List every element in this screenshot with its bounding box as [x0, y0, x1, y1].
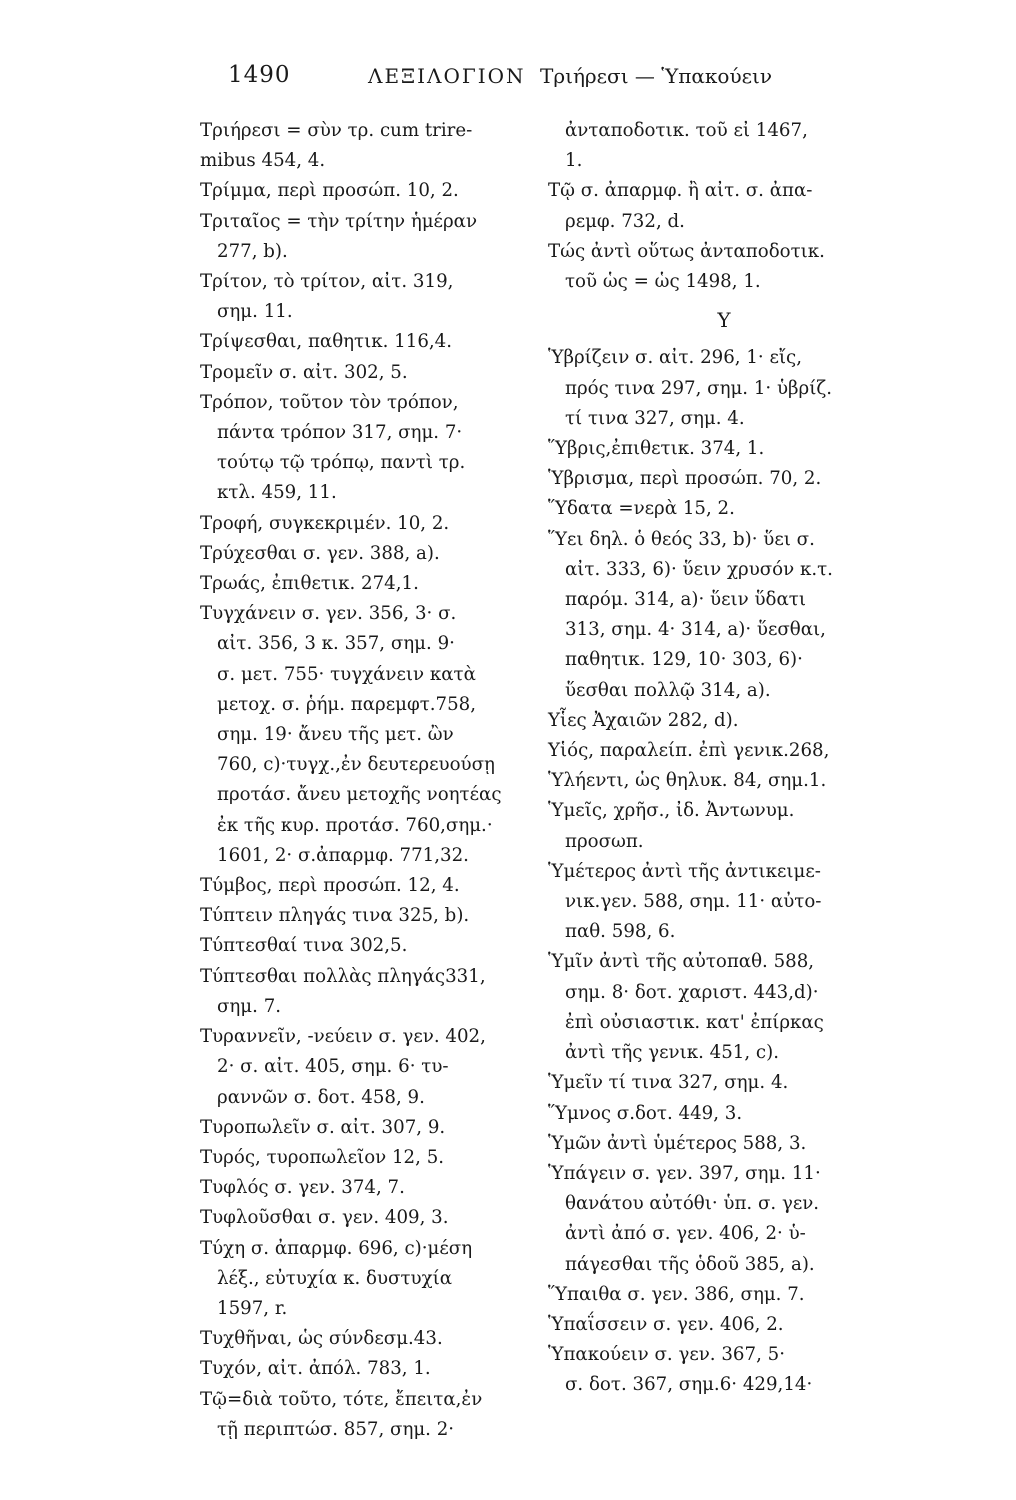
entry-line: Ὑβρίζειν σ. αἰτ. 296, 1· εἴς,: [548, 347, 803, 369]
entry-line: Ὑμεῖς, χρῆσ., ἰδ. Ἀντωνυμ.: [548, 800, 795, 822]
entry-line: Υἱός, παραλείπ. ἐπὶ γενικ.268,: [548, 740, 830, 762]
entry-line: mibus 454, 4.: [200, 150, 326, 172]
entry-line: τί τινα 327, σημ. 4.: [565, 407, 745, 429]
entry-line: Τύπτειν πληγάς τινα 325, b).: [200, 905, 470, 927]
entry-line: Τώς ἀντὶ οὕτως ἀνταποδοτικ.: [548, 240, 825, 262]
running-head: Τριήρεσι — Ὑπακούειν: [540, 64, 772, 88]
entry-line: Τυφλοῦσθαι σ. γεν. 409, 3.: [200, 1207, 449, 1229]
left-column: [200, 116, 545, 1445]
entry-line: Τρομεῖν σ. αἰτ. 302, 5.: [200, 361, 408, 383]
entry-line: παθ. 598, 6.: [565, 921, 676, 943]
entry-line: Τρόπον, τοῦτον τὸν τρόπον,: [200, 391, 459, 413]
entry-line: προτάσ. ἄνευ μετοχῆς νοητέας: [217, 784, 502, 806]
entry-line: πάγεσθαι τῆς ὁδοῦ 385, a).: [565, 1253, 815, 1275]
entry-line: Τρωάς, ἐπιθετικ. 274,1.: [200, 573, 419, 595]
entry-line: σημ. 11.: [217, 301, 293, 323]
entry-line: λέξ., εὐτυχία κ. δυστυχία: [217, 1267, 453, 1289]
entry-line: Ὑμῖν ἀντὶ τῆς αὐτοπαθ. 588,: [548, 951, 815, 973]
entry-line: Τυχθῆναι, ὡς σύνδεσμ.43.: [200, 1328, 443, 1350]
entry-line: Τῷ=διὰ τοῦτο, τότε, ἔπειτα,ἐν: [200, 1388, 483, 1410]
entry-line: Τριήρεσι = σὺν τρ. cum trire-: [200, 120, 473, 141]
entry-line: σημ. 8· δοτ. χαριστ. 443,d)·: [565, 981, 819, 1003]
right-column: [548, 116, 900, 1401]
section-letter-heading: Υ: [717, 308, 731, 333]
entry-line: Τύπτεσθαι πολλὰς πληγάς331,: [200, 965, 486, 987]
entry-line: Τυροπωλεῖν σ. αἰτ. 307, 9.: [200, 1116, 446, 1138]
entry-line: πρός τινα 297, σημ. 1· ὑβρίζ.: [565, 377, 833, 399]
lexicon-title: ΛΕΞΙΛΟΓΙΟΝ: [368, 64, 526, 88]
entry-line: αἰτ. 356, 3 κ. 357, σημ. 9·: [217, 633, 455, 655]
entry-line: παρόμ. 314, a)· ὕειν ὕδατι: [565, 589, 806, 611]
entry-line: Ὑπαΐσσειν σ. γεν. 406, 2.: [548, 1313, 784, 1335]
entry-line: παθητικ. 129, 10· 303, 6)·: [565, 649, 803, 671]
entry-line: Ὑπακούειν σ. γεν. 367, 5·: [548, 1344, 785, 1366]
entry-line: κτλ. 459, 11.: [217, 482, 337, 504]
entry-line: Τυγχάνειν σ. γεν. 356, 3· σ.: [200, 603, 457, 625]
entry-line: τούτῳ τῷ τρόπῳ, παντὶ τρ.: [217, 452, 466, 474]
entry-line: ὕεσθαι πολλῷ 314, a).: [565, 679, 771, 701]
entry-line: σ. μετ. 755· τυγχάνειν κατὰ: [217, 663, 476, 685]
entry-line: Τρίψεσθαι, παθητικ. 116,4.: [200, 331, 453, 353]
entry-line: προσωπ.: [565, 830, 644, 852]
entry-line: 2· σ. αἰτ. 405, σημ. 6· τυ-: [217, 1056, 449, 1078]
entry-line: 1597, r.: [217, 1297, 288, 1319]
entry-line: σ. δοτ. 367, σημ.6· 429,14·: [565, 1374, 813, 1396]
entry-line: ἀντὶ τῆς γενικ. 451, c).: [565, 1042, 779, 1064]
entry-line: αἰτ. 333, 6)· ὕειν χρυσόν κ.τ.: [565, 558, 833, 580]
entry-line: Τύμβος, περὶ προσώπ. 12, 4.: [200, 875, 460, 897]
entry-line: Ὑπάγειν σ. γεν. 397, σημ. 11·: [548, 1162, 821, 1184]
entry-line: ἐπὶ οὐσιαστικ. κατ' ἐπίρκας: [565, 1011, 824, 1033]
entry-line: θανάτου αὐτόθι· ὑπ. σ. γεν.: [565, 1193, 820, 1215]
entry-line: τοῦ ὡς = ὡς 1498, 1.: [565, 271, 761, 293]
entry-line: Τυχόν, αἰτ. ἀπόλ. 783, 1.: [200, 1358, 431, 1380]
entry-line: ἀνταποδοτικ. τοῦ εἰ 1467,: [565, 120, 808, 141]
entry-line: 313, σημ. 4· 314, a)· ὕεσθαι,: [565, 619, 826, 641]
entry-line: ἀντὶ ἀπό σ. γεν. 406, 2· ὑ-: [565, 1223, 806, 1245]
entry-line: Τύχη σ. ἀπαρμφ. 696, c)·μέση: [200, 1237, 473, 1259]
entry-line: Τῷ σ. ἀπαρμφ. ἢ αἰτ. σ. ἀπα-: [548, 180, 813, 202]
entry-line: σημ. 7.: [217, 995, 282, 1017]
page-number: 1490: [228, 62, 291, 88]
entry-line: ραννῶν σ. δοτ. 458, 9.: [217, 1086, 425, 1108]
entry-line: Ὕει δηλ. ὁ θεός 33, b)· ὕει σ.: [548, 528, 815, 550]
entry-line: Τυρός, τυροπωλεῖον 12, 5.: [200, 1146, 445, 1168]
right-column-entries: [548, 343, 900, 1400]
entry-line: τῇ περιπτώσ. 857, σημ. 2·: [217, 1418, 455, 1440]
entry-line: Τρίτον, τὸ τρίτον, αἰτ. 319,: [200, 271, 454, 293]
entry-line: 1601, 2· σ.ἀπαρμφ. 771,32.: [217, 844, 469, 866]
entry-line: πάντα τρόπον 317, σημ. 7·: [217, 422, 463, 444]
entry-line: Τροφή, συγκεκριμέν. 10, 2.: [200, 512, 450, 534]
entry-line: 1.: [565, 150, 583, 172]
entry-line: Τυραννεῖν, -νεύειν σ. γεν. 402,: [200, 1026, 486, 1048]
entry-line: σημ. 19· ἄνευ τῆς μετ. ὢν: [217, 724, 454, 746]
entry-line: Τυφλός σ. γεν. 374, 7.: [200, 1177, 405, 1199]
entry-line: Ὑμεῖν τί τινα 327, σημ. 4.: [548, 1072, 789, 1094]
entry-line: Ὕβρις,ἐπιθετικ. 374, 1.: [548, 438, 765, 460]
entry-line: Τριταῖος = τὴν τρίτην ἡμέραν: [200, 210, 478, 232]
entry-line: Υἷες Ἀχαιῶν 282, d).: [548, 709, 739, 731]
entry-line: 760, c)·τυγχ.,ἐν δευτερευούσῃ: [217, 754, 495, 776]
entry-line: Τύπτεσθαί τινα 302,5.: [200, 935, 408, 957]
entry-line: Τρίμμα, περὶ προσώπ. 10, 2.: [200, 180, 459, 202]
entry-line: Ὑμέτερος ἀντὶ τῆς ἀντικειμε-: [548, 860, 821, 882]
entry-line: Ὑμῶν ἀντὶ ὑμέτερος 588, 3.: [548, 1132, 807, 1154]
right-column-top-entries: [548, 116, 900, 297]
entry-line: Ὕμνος σ.δοτ. 449, 3.: [548, 1102, 743, 1124]
page-header: [0, 62, 1016, 102]
entry-line: ρεμφ. 732, d.: [565, 210, 685, 232]
entry-line: Ὕπαιθα σ. γεν. 386, σημ. 7.: [548, 1283, 805, 1305]
entry-line: ἐκ τῆς κυρ. προτάσ. 760,σημ.·: [217, 814, 493, 836]
entry-line: νικ.γεν. 588, σημ. 11· αὐτο-: [565, 891, 822, 913]
entry-line: Ὑλήεντι, ὡς θηλυκ. 84, σημ.1.: [548, 770, 827, 792]
entry-line: Ὕδατα =νερὰ 15, 2.: [548, 498, 735, 520]
entry-line: μετοχ. σ. ῥήμ. παρεμφτ.758,: [217, 693, 477, 715]
entry-line: Τρύχεσθαι σ. γεν. 388, a).: [200, 542, 440, 564]
entry-line: 277, b).: [217, 240, 288, 262]
entry-line: Ὑβρισμα, περὶ προσώπ. 70, 2.: [548, 468, 822, 490]
